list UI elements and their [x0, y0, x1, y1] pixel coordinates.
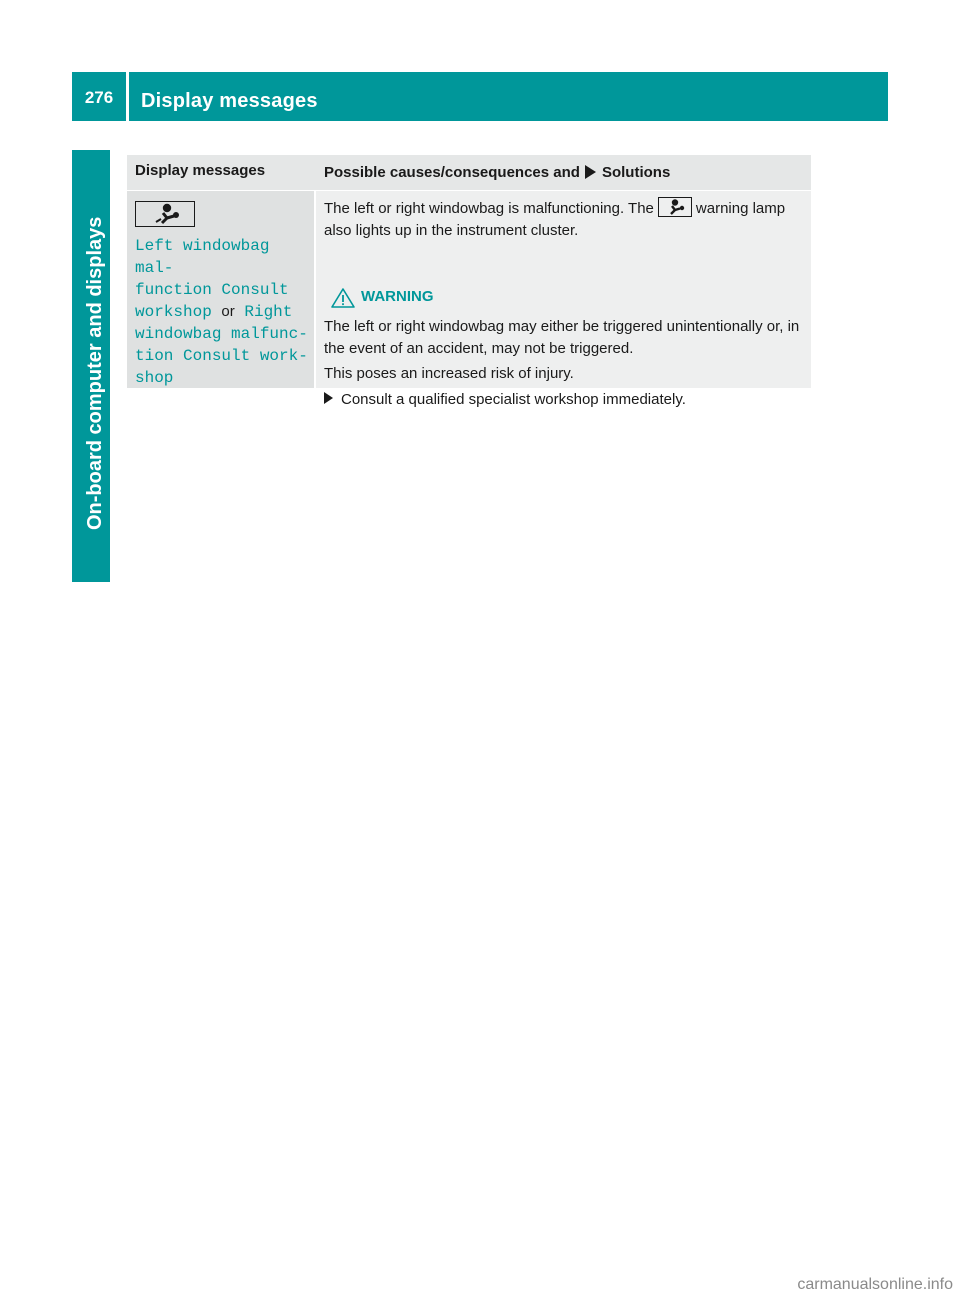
message-part: function Consult [135, 281, 289, 299]
section-tab-label: On-board computer and displays [84, 216, 106, 530]
message-part: workshop [135, 303, 212, 321]
cause-text-start: The left or right windowbag is malfunctioning. The [324, 200, 654, 217]
table-header-row [127, 155, 811, 190]
cause-text-end: warning lamp also lights up in the instrument cluster. [324, 200, 786, 239]
display-messages-table [127, 155, 811, 408]
message-part: tion Consult work- [135, 347, 308, 365]
page-number: 276 [84, 88, 114, 107]
risk-text: This poses an increased risk of injury. [324, 365, 574, 382]
cause-description [324, 197, 808, 242]
message-part: Left windowbag mal- [135, 237, 270, 277]
header-divider [126, 72, 129, 121]
message-cell [127, 191, 314, 388]
page-header [72, 72, 888, 121]
airbag-icon [135, 201, 195, 227]
column-header-display-messages: Display messages [135, 162, 266, 179]
warning-triangle-icon [329, 287, 357, 309]
message-part: shop [135, 369, 174, 387]
message-part: Right [244, 303, 293, 321]
message-connector: or [221, 303, 235, 320]
airbag-warning-lamp-icon [658, 197, 692, 217]
message-part: windowbag malfunc- [135, 325, 308, 343]
warning-label: WARNING [361, 288, 434, 305]
column-header-solutions [324, 155, 670, 190]
action-arrow-icon [324, 392, 333, 404]
watermark: carmanualsonline.info [797, 1276, 953, 1293]
page-title: Display messages [141, 90, 318, 112]
airbag-icon-glyph [136, 202, 193, 225]
display-message-text [135, 235, 313, 389]
column-header-causes-text: Possible causes/consequences and [324, 164, 580, 181]
warning-text: The left or right windowbag may either be triggered unintentionally or, in the event of an accident, may not be triggered. [324, 318, 800, 357]
airbag-lamp-glyph [659, 198, 691, 216]
action-text: Consult a qualified specialist workshop immediately. [341, 391, 686, 408]
column-header-solutions-text: Solutions [601, 164, 671, 181]
action-arrow-icon [585, 165, 596, 179]
solutions-cell [316, 191, 811, 408]
action-step [324, 389, 808, 411]
